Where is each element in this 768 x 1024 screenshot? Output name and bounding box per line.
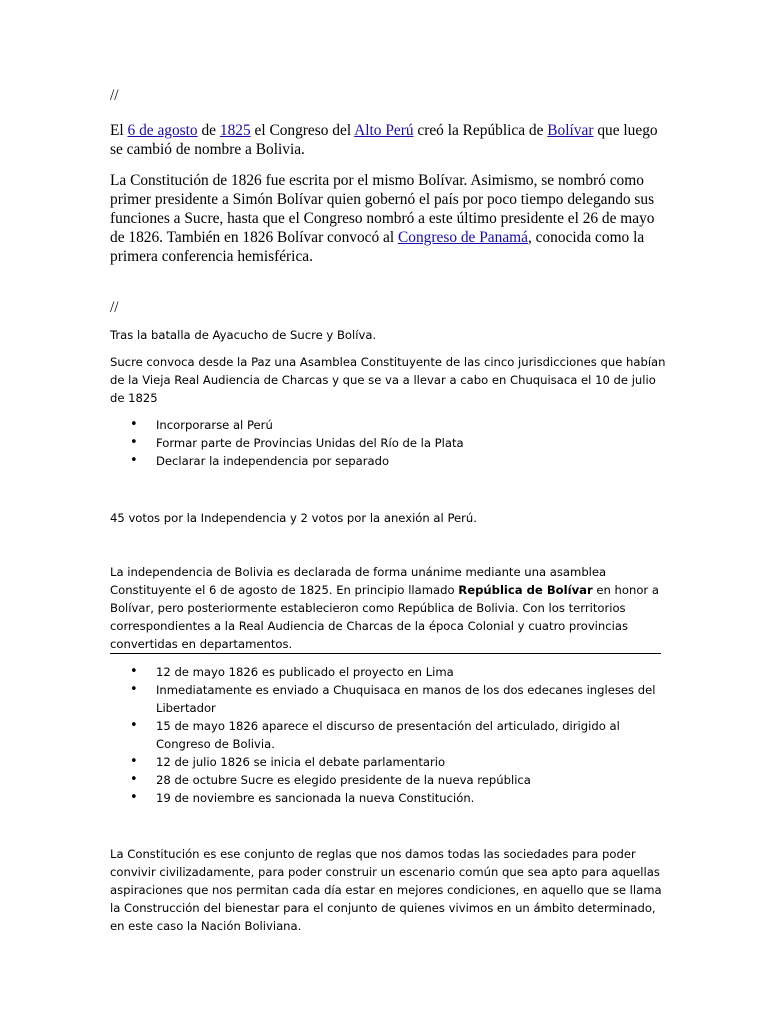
paragraph-constitution-1826: La Constitución de 1826 fue escrita por el mismo Bolívar. Asimismo, se nombró como primer presidente a Simón Bolívar quien gobernó el país por poco tiempo delegando sus funciones a Sucre, hasta que el Congreso nombró a este último presidente el 26 de mayo de 1826. También en 1826 Bolívar convocó al Congreso de Panamá, conocida como la primera conferencia hemisférica.	[110, 172, 655, 265]
horizontal-rule	[110, 653, 661, 654]
section-separator-1: //	[110, 87, 119, 104]
list-item: • 12 de mayo 1826 es publicado el proyecto en Lima	[130, 664, 454, 679]
list-item: • Formar parte de Provincias Unidas del Río de la Plata	[130, 435, 464, 450]
timeline-list	[110, 663, 670, 807]
options-list	[110, 416, 670, 470]
paragraph-independence: La independencia de Bolivia es declarada de forma unánime mediante una asamblea Constituyente el 6 de agosto de 1825. En principio llamado República de Bolívar en honor a Bolívar, pero posteriormente establecieron como República de Bolivia. Con los territorios correspondientes a la Real Audiencia de Charcas de la época Colonial y cuatro provincias convertidas en departamentos.	[110, 565, 659, 651]
bullet: •	[130, 435, 138, 450]
link-congreso-de-panama[interactable]: Congreso de Panamá	[398, 229, 528, 246]
paragraph-founding: El 6 de agosto de 1825 el Congreso del Alto Perú creó la República de Bolívar que luego se cambió de nombre a Bolivia.	[110, 122, 658, 158]
bullet: •	[130, 682, 138, 697]
list-item: • Declarar la independencia por separado	[130, 453, 390, 468]
bullet: •	[130, 453, 138, 468]
paragraph-ayacucho: Tras la batalla de Ayacucho de Sucre y Bolíva.	[110, 328, 377, 342]
paragraph-asamblea: Sucre convoca desde la Paz una Asamblea Constituyente de las cinco jurisdicciones que habían de la Vieja Real Audiencia de Charcas y que se va a llevar a cabo en Chuquisaca el 10 de julio de 1825	[110, 355, 666, 405]
link-bolivar[interactable]: Bolívar	[547, 122, 594, 139]
link-1825[interactable]: 1825	[219, 122, 251, 139]
bullet: •	[130, 417, 138, 432]
bullet: •	[130, 772, 138, 787]
paragraph-votes: 45 votos por la Independencia y 2 votos por la anexión al Perú.	[110, 511, 477, 525]
section-separator-2: //	[110, 299, 119, 316]
bullet: •	[130, 790, 138, 805]
link-alto-peru[interactable]: Alto Perú	[354, 122, 414, 139]
link-6-de-agosto[interactable]: 6 de agosto	[127, 122, 198, 139]
list-item: • Incorporarse al Perú	[130, 417, 273, 432]
list-item: • 12 de julio 1826 se inicia el debate parlamentario	[130, 754, 446, 769]
list-item: • 28 de octubre Sucre es elegido presidente de la nueva república	[130, 772, 531, 787]
list-item: • Inmediatamente es enviado a Chuquisaca en manos de los dos edecanes ingleses del Libertador	[130, 682, 656, 715]
bullet: •	[130, 664, 138, 679]
bullet: •	[130, 718, 138, 733]
list-item: • 19 de noviembre es sancionada la nueva Constitución.	[130, 790, 475, 805]
paragraph-constitution-definition: La Constitución es ese conjunto de reglas que nos damos todas las sociedades para poder convivir civilizadamente, para poder construir un escenario común que sea apto para aquellas aspiraciones que nos permitan cada día estar en mejores condiciones, en aquello que se llama la Construcción del bienestar para el conjunto de quienes vivimos en un ámbito determinado, en este caso la Nación Boliviana.	[110, 847, 662, 933]
list-item: • 15 de mayo 1826 aparece el discurso de presentación del articulado, dirigido al Congreso de Bolivia.	[130, 718, 620, 751]
bullet: •	[130, 754, 138, 769]
